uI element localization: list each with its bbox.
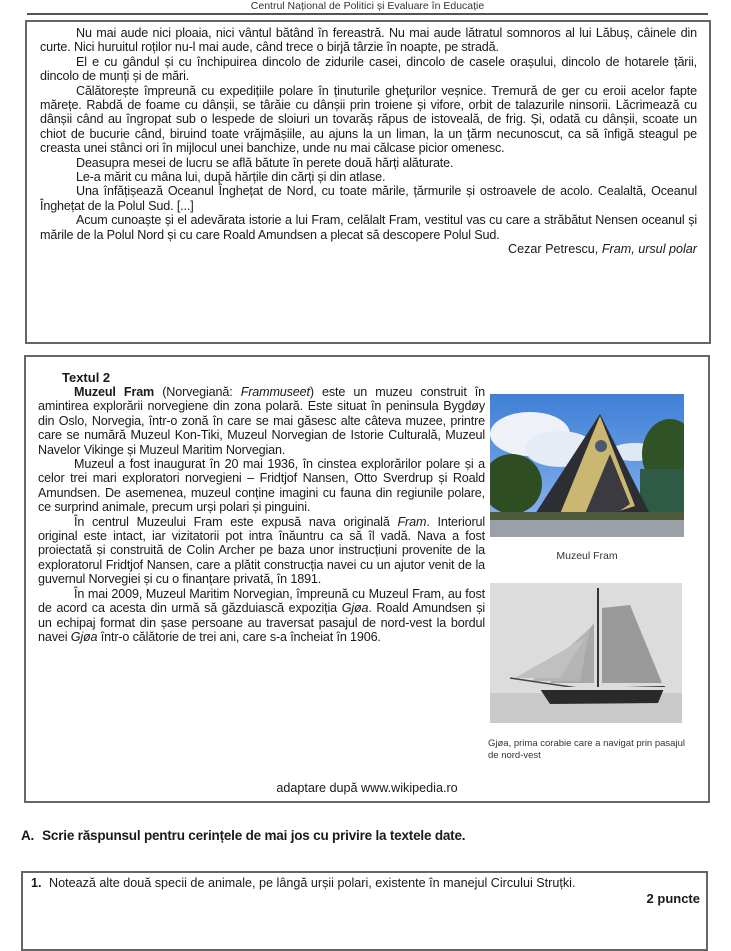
text-run-italic: Fram (397, 514, 427, 529)
text-run: într-o călătorie de trei ani, care s-a încheiat în 1906. (97, 629, 381, 644)
museum-name: Muzeul Fram (74, 385, 155, 399)
text-run: În centrul Muzeului Fram este expusă nava originală (74, 514, 398, 529)
text-run-italic: Frammuseet (240, 385, 310, 399)
text1-box (25, 20, 711, 344)
source-author: Cezar Petrescu, (508, 242, 602, 257)
fram-museum-image (490, 394, 684, 537)
question-text: Notează alte două specii de animale, pe lângă urșii polari, existente în manejul Circului Struțki. (49, 876, 576, 890)
section-a-label: A. (21, 828, 35, 843)
text-run-italic: Gjøa (70, 629, 98, 644)
gjoa-ship-image (490, 583, 682, 723)
adaptation-source: adaptare după www.wikipedia.ro (276, 781, 458, 795)
text2-title: Textul 2 (62, 370, 111, 385)
document-header: Centrul Național de Politici și Evaluare în Educație (250, 0, 485, 12)
photo1-caption: Muzeul Fram (556, 550, 618, 562)
text1-paragraph: Deasupra mesei de lucru se află bătute în perete două hărți alăturate. (76, 155, 454, 170)
text-run: (Norvegiană: (154, 385, 241, 399)
text1-source (40, 242, 697, 256)
text-run: . Roald Amundsen și un echipaj format din șase persoane au traversat pasajul de nord-vest la bordul navei (38, 601, 485, 644)
text1-paragraph: Acum cunoaște și el adevărata istorie a lui Fram, celălalt Fram, vestitul vas cu care a străbătut Nensen oceanul și mările de la Polul Nord și cu care Roald Amundsen a plecat să descopere Polul Sud. (40, 213, 697, 242)
gjoa-ship-photo (490, 583, 682, 723)
text-run-italic: Gjøa (341, 601, 369, 616)
question-1 (31, 876, 700, 891)
text2-paragraph (38, 515, 485, 587)
header-rule (27, 13, 708, 15)
text1-paragraph: Una înfățișează Oceanul Înghețat de Nord, cu toate mările, țărmurile și ostroavele de acolo. Cealaltă, Oceanul Înghețat de la Polul Sud. [...] (40, 184, 697, 213)
source-title: Fram, ursul polar (601, 242, 697, 257)
text2-box (24, 355, 710, 803)
question-1-box (21, 871, 708, 951)
text-run: ) este un muzeu construit în amintirea explorării norvegiene din zona polară. Este situat în peninsula Bygdøy din Oslo, Norvegia, într-o zonă în care se mai găsesc alte câteva muzee, printre care se numără Muzeul Kon-Tiki, Muzeul Norvegian de Istorie Culturală, Muzeul Navelor Vikinge și Muzeul Maritim Norvegian. (38, 385, 485, 457)
section-a-instruction (21, 828, 465, 843)
section-a-text: Scrie răspunsul pentru cerințele de mai jos cu privire la textele date. (42, 828, 466, 843)
text2-paragraph: Muzeul a fost inaugurat în 20 mai 1936, în cinstea explorărilor polare și a celor trei mari exploratori norvegieni – Fridtjof Nansen, Otto Sverdrup și Roald Amundsen. De asemenea, muzeul conține imagini cu fauna din regiunile polare, ce surprind animale, precum urși polari și pinguini. (38, 457, 485, 515)
text-run: . Interiorul original este intact, iar vizitatorii pot intra înăuntru ca să îl vadă. Nava a fost proiectată și construită de Colin Archer pe baza unor instrucțiuni provenite de la exploratorul Fridtjof Nansen, care a plătit construcția navei cu un ajutor venit de la guvernul Norvegiei și cu o finanțare privată, în 1891. (38, 514, 485, 587)
text2-paragraph (38, 587, 485, 645)
text2-paragraph (38, 385, 485, 457)
fram-museum-photo (490, 394, 684, 537)
question-points: 2 puncte (646, 891, 700, 906)
text-run: În mai 2009, Muzeul Maritim Norvegian, împreună cu Muzeul Fram, au fost de acord ca acesta din urmă să găzduiască expoziția (38, 586, 485, 616)
question-number: 1. (31, 876, 42, 890)
text1-paragraph: Călătorește împreună cu expedițiile polare în ținuturile gheţurilor veșnice. Tremură de ger cu eroii acelor fapte mărețe. Rabdă de foame cu dânșii, se târăie cu dânșii prin troiene și vifore, orbit de talazurile ninsorii. Lăcrimează cu dânșii când au îngropat sub o lespede de sloiuri un tovarăș răpus de istoveală, de frig. Și, odată cu dânșii, scoate un chiot de bucurie când, biruind toate vrăjmășiile, au ajuns la un liman, la un țărm necunoscut, ca să înfigă steagul pe creasta unei stânci ori în mijlocul unei banchize, unde nu mai călcase picior omenesc. (40, 83, 697, 156)
text2-column (38, 371, 485, 644)
text1-paragraph: Le-a mărit cu mâna lui, după hărțile din cărți și din atlase. (76, 170, 386, 185)
photo2-caption: Gjøa, prima corabie care a navigat prin pasajul de nord-vest (488, 738, 685, 761)
text1-paragraph: Nu mai aude nici ploaia, nici vântul bătând în fereastră. Nu mai aude lătratul somnoros al lui Lăbuș, câinele din curte. Nici huruitul roților nu-l mai aude, când trece o birjă târzie în noapte, pe stradă. (40, 26, 697, 55)
text1-paragraph: El e cu gândul și cu închipuirea dincolo de zidurile casei, dincolo de casele orașului, dincolo de hotarele țării, dincolo de munți și de mări. (40, 54, 697, 84)
